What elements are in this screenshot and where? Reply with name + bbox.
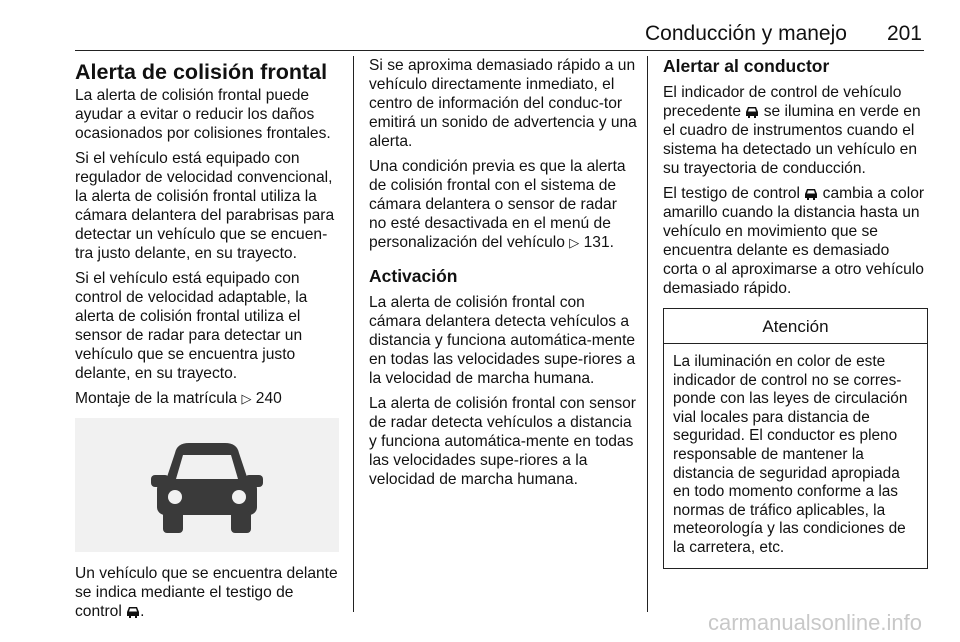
notice-body: La iluminación en color de este indicador de control no se corres-ponde con las leyes de circulación vial locales para distancia de seguridad. El conductor es pleno responsable de mantener la distancia de seguridad apropiada en todo momento conforme a las normas de tráfico aplicables, la meteorología y las condiciones de la carretera, etc.	[673, 353, 908, 556]
watermark: carmanualsonline.info	[707, 610, 922, 635]
paragraph: La alerta de colisión frontal con cámara delantera detecta vehículos a distancia y funciona automática-mente en todas las velocidades supe-riores a la velocidad de marcha humana.	[369, 294, 636, 387]
paragraph-with-ref	[75, 389, 339, 408]
page-ref-link[interactable]: 240	[255, 390, 282, 407]
page-ref-arrow-icon: ▷	[241, 391, 252, 406]
ref-text: Montaje de la matrícula	[75, 390, 238, 407]
paragraph-text: cambia a color amarillo cuando la distancia hasta un vehículo en movimiento que se encuentra delante es demasiado corta o al aproximarse a otro vehículo demasiado rápido.	[663, 185, 925, 297]
paragraph-text: El testigo de control	[663, 185, 800, 202]
page-title: Alerta de colisión frontal	[75, 60, 328, 84]
page-ref-arrow-icon: ▷	[569, 235, 580, 250]
vehicle-ahead-icon	[126, 606, 140, 618]
vehicle-ahead-icon	[804, 188, 818, 200]
paragraph-with-ref	[369, 157, 637, 252]
paragraph: La alerta de colisión frontal con sensor de radar detecta vehículos a distancia y funciona automática-mente en todas las velocidades supe-riores a la velocidad de marcha humana.	[369, 395, 636, 488]
section-heading: Alertar al conductor	[663, 56, 830, 76]
section-title: Conducción y manejo	[645, 22, 847, 45]
car-indicator-figure	[75, 418, 339, 552]
paragraph-text: El indicador de control de vehículo precedente	[663, 84, 902, 120]
column-2	[369, 56, 637, 495]
notice-title: Atención	[664, 309, 927, 344]
paragraph: Si el vehículo está equipado con control de velocidad adaptable, la alerta de colisión frontal utiliza el sensor de radar para detectar un vehículo que se encuentra justo delante, en su trayecto.	[75, 270, 308, 382]
page-header	[645, 22, 922, 46]
header-rule	[75, 50, 924, 51]
column-divider	[353, 56, 354, 612]
paragraph-with-icon	[663, 83, 928, 178]
paragraph: Si el vehículo está equipado con regulador de velocidad convencional, la alerta de colisión frontal utiliza la cámara delantera del parabrisas para detectar un vehículo que se encuen-tra justo delante, en su trayecto.	[75, 150, 335, 262]
paragraph-with-icon	[663, 184, 928, 298]
page-number: 201	[886, 22, 922, 45]
column-divider	[647, 56, 648, 612]
section-heading: Activación	[369, 266, 458, 286]
vehicle-ahead-icon	[145, 435, 269, 535]
paragraph-text: se ilumina en verde en el cuadro de instrumentos cuando el sistema ha detectado un vehículo en su trayectoria de conducción.	[663, 103, 921, 177]
ref-text: Una condición previa es que la alerta de colisión frontal con el sistema de cámara delantera o sensor de radar no esté desactivada en el menú de personalización del vehículo	[369, 158, 626, 251]
attention-notice	[663, 308, 928, 569]
paragraph-text: Un vehículo que se encuentra delante se indica mediante el testigo de control	[75, 565, 338, 620]
column-1	[75, 56, 339, 627]
paragraph: Si se aproxima demasiado rápido a un vehículo directamente inmediato, el centro de información del conduc-tor emitirá un sonido de advertencia y una alerta.	[369, 57, 637, 150]
paragraph-with-icon: Un vehículo que se encuentra delante se indica mediante el testigo de control .	[75, 565, 338, 620]
column-3	[663, 56, 928, 569]
page-ref-link[interactable]: 131.	[583, 234, 614, 251]
paragraph: La alerta de colisión frontal puede ayudar a evitar o reducir los daños ocasionados por colisiones frontales.	[75, 87, 331, 142]
vehicle-ahead-icon	[745, 106, 759, 118]
